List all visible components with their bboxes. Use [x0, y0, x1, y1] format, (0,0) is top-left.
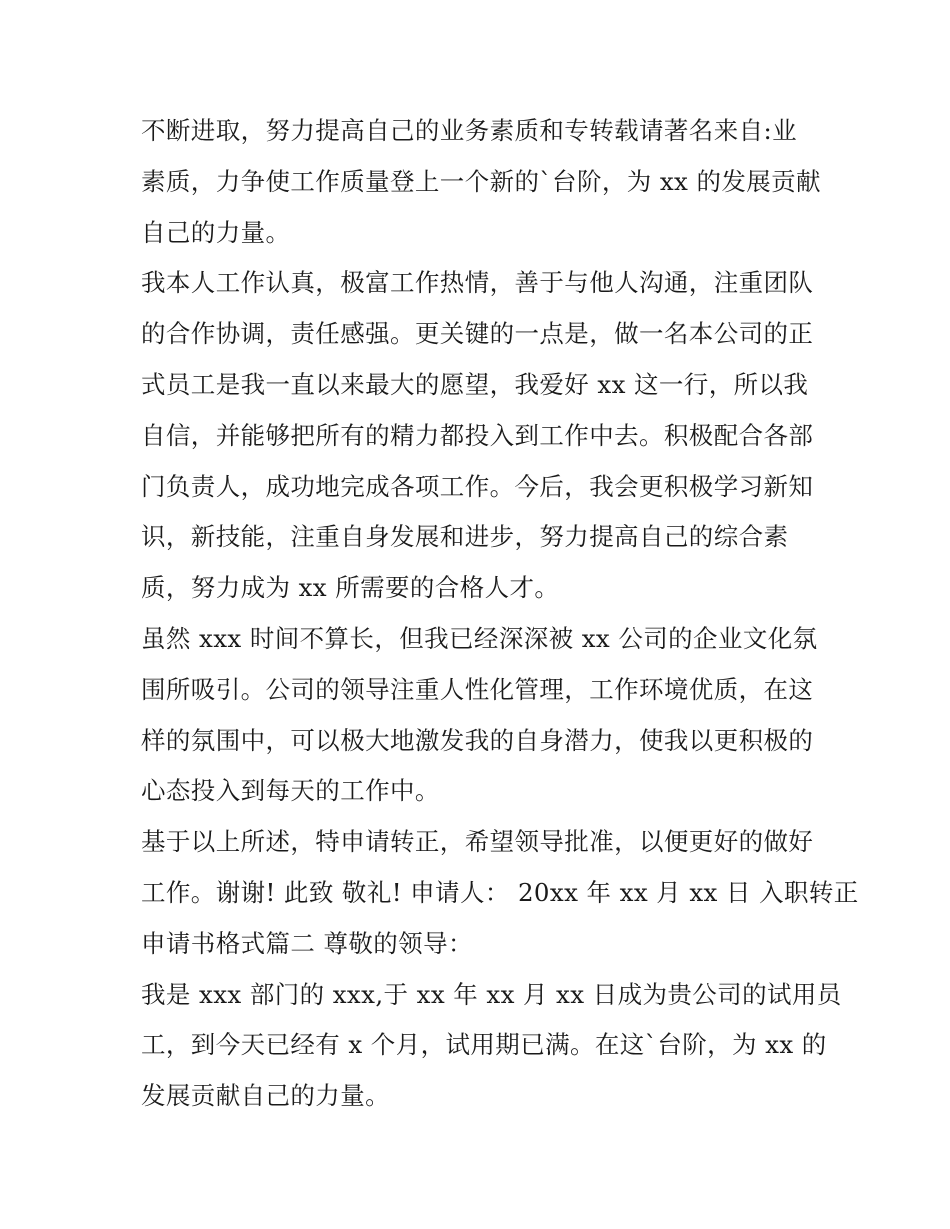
text-line: 发展贡献自己的力量。 [141, 1081, 390, 1111]
text-line: 基于以上所述，特申请转正，希望领导批准，以便更好的做好 [141, 827, 814, 857]
text-line: 门负责人，成功地完成各项工作。今后，我会更积极学习新知 [141, 471, 814, 501]
text-line: 不断进取，努力提高自己的业务素质和专转载请著名来自:业 [141, 116, 798, 145]
text-line: 工作。谢谢! 此致 敬礼! 申请人： 20xx 年 xx 月 xx 日 入职转正 [141, 877, 859, 907]
text-line: 识，新技能，注重自身发展和进步，努力提高自己的综合素 [141, 522, 789, 552]
document-body [141, 106, 859, 1122]
text-line: 心态投入到每天的工作中。 [141, 776, 440, 806]
text-line: 自信，并能够把所有的精力都投入到工作中去。积极配合各部 [141, 420, 814, 450]
text-line: 申请书格式篇二 尊敬的领导： [141, 928, 473, 958]
text-line: 样的氛围中，可以极大地激发我的自身潜力，使我以更积极的 [141, 725, 814, 755]
text-line: 自己的力量。 [141, 217, 291, 247]
text-line: 式员工是我一直以来最大的愿望，我爱好 xx 这一行，所以我 [141, 369, 809, 399]
text-line: 我是 xxx 部门的 xxx,于 xx 年 xx 月 xx 日成为贵公司的试用员 [141, 979, 842, 1009]
text-line: 工，到今天已经有 x 个月，试用期已满。在这`台阶，为 xx 的 [141, 1030, 827, 1060]
text-line: 围所吸引。公司的领导注重人性化管理，工作环境优质，在这 [141, 674, 814, 704]
text-line: 质，努力成为 xx 所需要的合格人才。 [141, 573, 560, 603]
text-line: 我本人工作认真，极富工作热情，善于与他人沟通，注重团队 [141, 268, 814, 298]
text-line: 虽然 xxx 时间不算长，但我已经深深被 xx 公司的企业文化氛 [141, 623, 818, 653]
text-line: 素质，力争使工作质量登上一个新的`台阶，为 xx 的发展贡献 [141, 166, 821, 196]
text-line: 的合作协调，责任感强。更关键的一点是，做一名本公司的正 [141, 319, 814, 349]
